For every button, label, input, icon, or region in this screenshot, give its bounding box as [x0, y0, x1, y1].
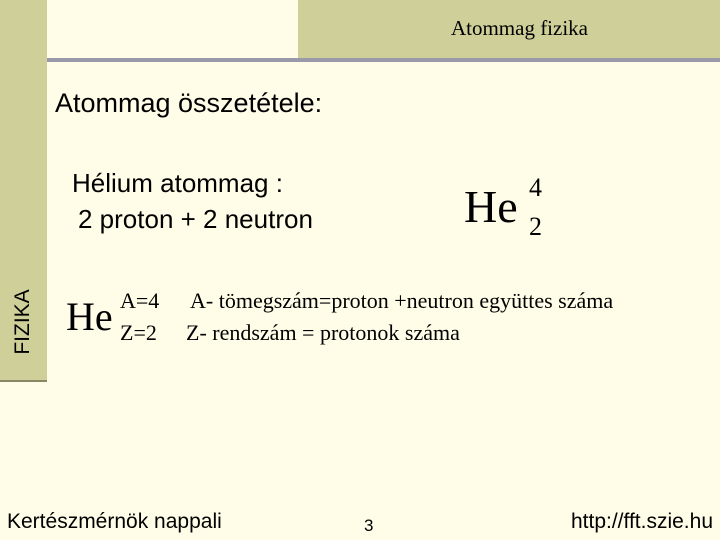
element-symbol: He — [464, 181, 518, 232]
footer-url: http://fft.szie.hu — [570, 510, 713, 533]
mass-number-label: A=4 — [120, 288, 160, 313]
mass-number-definition: A- tömegszám=proton +neutron együttes száma — [190, 288, 614, 313]
atomic-number: 2 — [529, 212, 542, 241]
header-title: Atommag fizika — [450, 16, 588, 40]
element-symbol-2: He — [66, 294, 113, 339]
header-rule — [47, 58, 720, 62]
left-bar-divider — [0, 380, 47, 382]
body-line-1: Hélium atommag : — [72, 168, 283, 198]
side-label: FIZIKA — [11, 289, 34, 355]
body-line-2: 2 proton + 2 neutron — [78, 204, 313, 234]
mass-number: 4 — [529, 173, 542, 202]
atomic-number-definition: Z- rendszám = protonok száma — [186, 320, 460, 345]
page-number: 3 — [364, 516, 374, 535]
slide-title: Atommag összetétele: — [55, 88, 323, 118]
footer-left: Kertészmérnök nappali — [7, 510, 222, 533]
atomic-number-label: Z=2 — [120, 320, 157, 345]
